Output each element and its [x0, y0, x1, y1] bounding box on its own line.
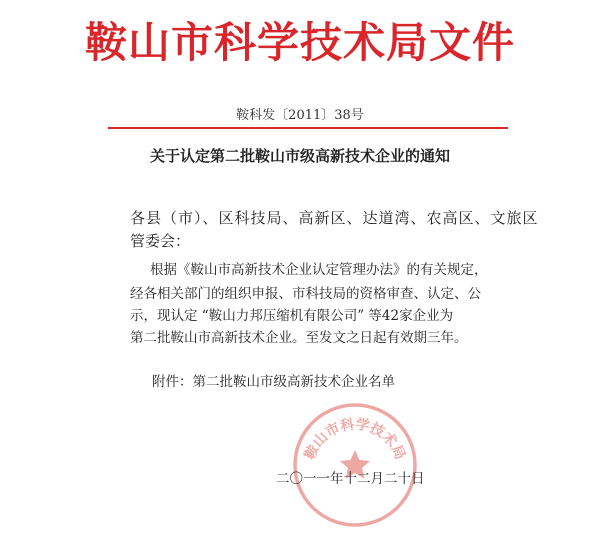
paragraph-line-3: 示，现认定 “鞍山力邦压缩机有限公司” 等42家企业为 [130, 308, 454, 324]
seal-text: 鞍山市科学技术局 [302, 416, 408, 463]
attachment-line: 附件：第二批鞍山市级高新技术企业名单 [152, 374, 395, 390]
paragraph-line-4: 第二批鞍山市高新技术企业。至发文之日起有效期三年。 [130, 330, 468, 346]
official-seal-icon [290, 400, 420, 530]
document-number: 鞍科发〔2011〕38号 [236, 108, 364, 123]
paragraph-line-2: 经各相关部门的组织申报、市科技局的资格审查、认定、公 [130, 286, 481, 302]
document-date: 二〇一一年十二月二十日 [276, 471, 425, 487]
recipients-line-1: 各县（市）、区科技局、高新区、达道湾、农高区、文旅区 [130, 209, 539, 227]
red-divider-line [108, 127, 508, 129]
recipients-line-2: 管委会： [130, 232, 191, 250]
paragraph-line-1: 根据《鞍山市高新技术企业认定管理办法》的有关规定， [150, 262, 488, 278]
document-masthead: 鞍山市科学技术局文件 [84, 18, 515, 67]
document-title: 关于认定第二批鞍山市级高新技术企业的通知 [149, 147, 450, 165]
